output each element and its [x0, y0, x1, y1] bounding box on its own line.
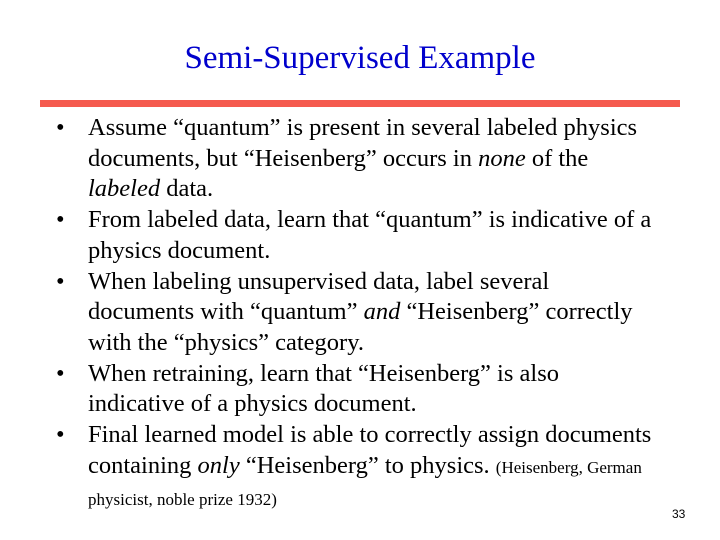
- footnote-text: (Heisenberg, German physicist, noble prize 1932): [88, 457, 642, 510]
- bullet-item: [52, 267, 652, 359]
- bullet-item: [52, 113, 652, 205]
- bullet-text: When labeling unsupervised data, label several documents with “quantum”: [88, 267, 550, 326]
- title-divider: [40, 100, 680, 107]
- bullet-text: “Heisenberg” correctly with the “physics” category.: [88, 298, 633, 356]
- bullet-icon: •: [56, 206, 65, 234]
- bullet-text: Final learned model is able to correctly assign documents containing: [88, 421, 652, 479]
- emphasis-text: none: [478, 144, 526, 172]
- emphasis-text: and: [363, 298, 401, 326]
- bullet-text: data.: [160, 175, 214, 203]
- bullet-text: of the: [525, 144, 589, 172]
- bullet-text: From labeled data, learn that “quantum” is indicative of a physics document.: [88, 206, 652, 264]
- page-number: 33: [672, 507, 686, 521]
- emphasis-text: labeled: [88, 175, 161, 203]
- bullet-item: [52, 205, 652, 266]
- bullet-item: [52, 359, 652, 420]
- bullet-item: [52, 420, 652, 516]
- bullet-icon: •: [56, 267, 65, 295]
- bullet-text: “Heisenberg” to physics.: [239, 451, 496, 479]
- bullet-text: Assume “quantum” is present in several labeled physics documents, but “Heisenberg” occurs in: [88, 114, 638, 172]
- bullet-icon: •: [56, 359, 65, 387]
- bullet-icon: •: [56, 114, 65, 141]
- emphasis-text: only: [197, 451, 240, 479]
- bullet-list: [52, 113, 652, 516]
- bullet-text: When retraining, learn that “Heisenberg” is also indicative of a physics document.: [88, 359, 559, 418]
- slide-title: Semi-Supervised Example: [184, 40, 536, 76]
- bullet-icon: •: [56, 421, 65, 449]
